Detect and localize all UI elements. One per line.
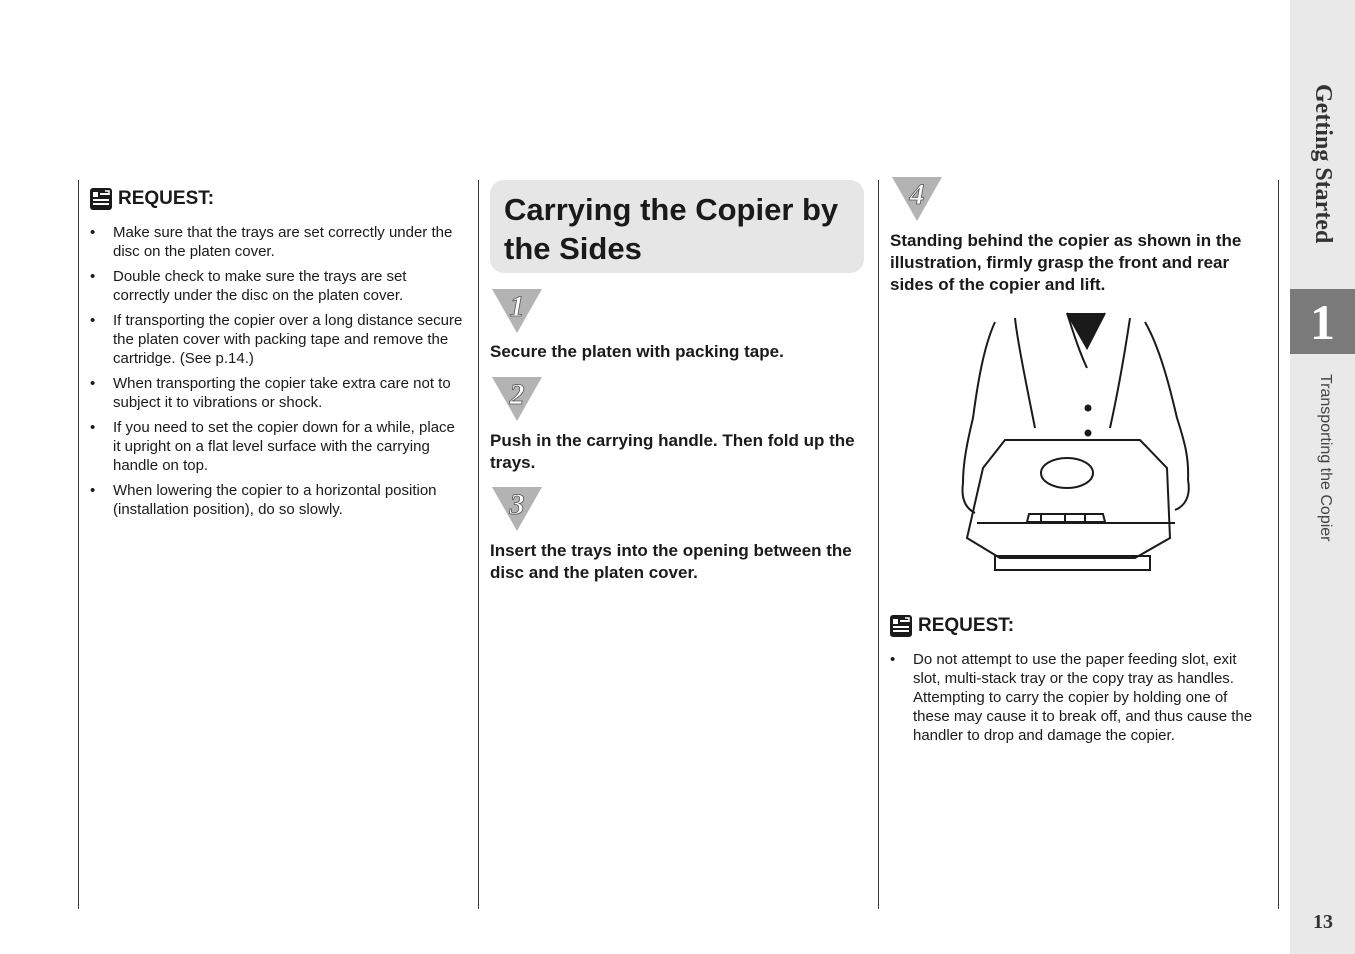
person-carrying-copier-illustration [955, 308, 1195, 578]
section-title: Transporting the Copier [1317, 374, 1334, 542]
step-3-number: 3 [509, 488, 525, 521]
section-heading: Carrying the Copier by the Sides [490, 180, 864, 273]
right-request [890, 615, 1266, 751]
list-item: • Make sure that the trays are set correctly under the disc on the platen cover. [90, 223, 466, 261]
list-item: • Do not attempt to use the paper feeding slot, exit slot, multi-stack tray or the copy tray as handles. Attempting to carry the copier by holding one of these may cause it to break off, and thus cause the handler to drop and damage the copier. [890, 650, 1266, 745]
request-note-icon [90, 188, 112, 210]
step-3-text: Insert the trays into the opening between the disc and the platen cover. [490, 541, 852, 582]
list-item: • When lowering the copier to a horizontal position (installation position), do so slowly. [90, 481, 466, 519]
step-2-number: 2 [509, 378, 525, 411]
request-heading [890, 615, 1266, 637]
step-2-text: Push in the carrying handle. Then fold up the trays. [490, 431, 855, 472]
step-4-marker [890, 175, 944, 223]
request-list [90, 223, 466, 519]
request-title: REQUEST: [118, 188, 215, 209]
chapter-title: Getting Started [1310, 84, 1336, 244]
list-item: • If you need to set the copier down for a while, place it upright on a flat level surface with the carrying handle on top. [90, 418, 466, 475]
request-heading [90, 188, 466, 210]
chapter-number: 1 [1290, 289, 1355, 354]
step-1-marker [490, 287, 544, 335]
left-column [90, 188, 466, 525]
step-3-marker [490, 485, 544, 533]
list-item: • Double check to make sure the trays are set correctly under the disc on the platen cover. [90, 267, 466, 305]
step-2-marker [490, 375, 544, 423]
request-note-icon [890, 615, 912, 637]
column-divider-4 [1278, 180, 1279, 909]
page-number: 13 [1313, 911, 1333, 933]
column-divider-2 [478, 180, 479, 909]
column-divider-1 [78, 180, 79, 909]
list-item: • When transporting the copier take extra care not to subject it to vibrations or shock. [90, 374, 466, 412]
request-title: REQUEST: [918, 615, 1015, 636]
step-4-text: Standing behind the copier as shown in the illustration, firmly grasp the front and rear sides of the copier and lift. [890, 231, 1242, 294]
list-item: • If transporting the copier over a long distance secure the platen cover with packing tape and remove the cartridge. (See p.14.) [90, 311, 466, 368]
column-divider-3 [878, 180, 879, 909]
step-1-number: 1 [509, 290, 525, 323]
request-list [890, 650, 1266, 745]
step-1-text: Secure the platen with packing tape. [490, 342, 784, 361]
step-4-number: 4 [909, 178, 925, 211]
